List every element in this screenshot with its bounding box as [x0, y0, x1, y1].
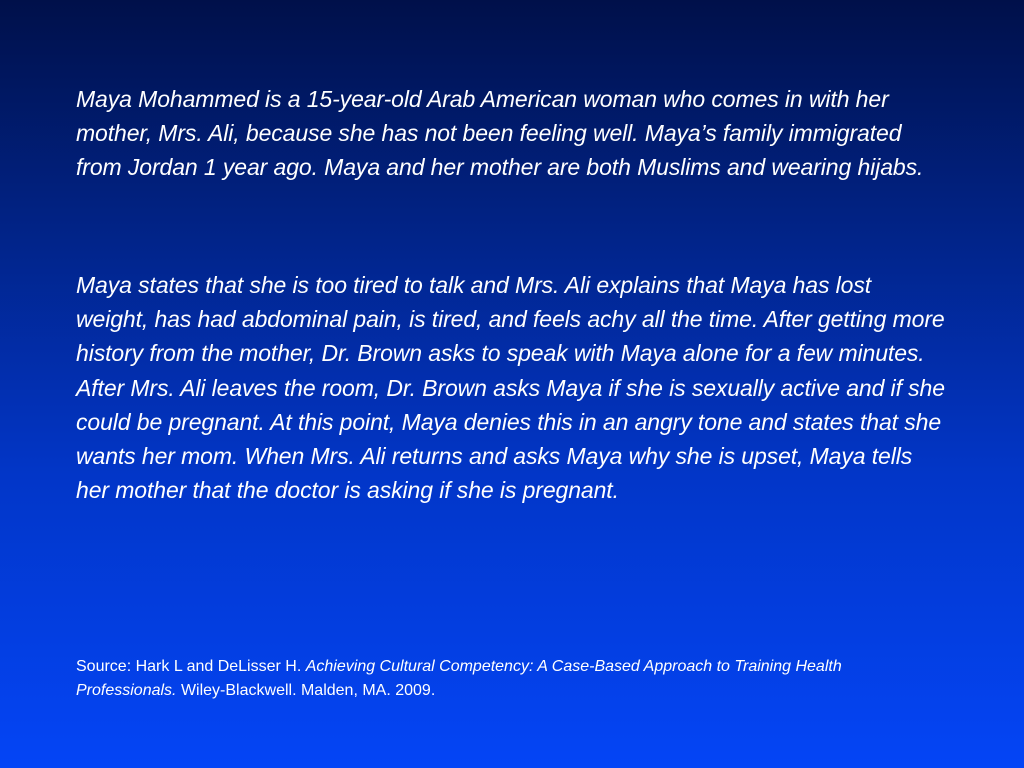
case-paragraph-1: Maya Mohammed is a 15-year-old Arab American woman who comes in with her mother, Mrs. Ali, because she has not been feeling well. Maya’s family immigrated from Jordan 1 year ago. Maya and her mother are both Muslims and wearing hijabs. [76, 86, 924, 181]
source-prefix: Source: Hark L and DeLisser H. [76, 658, 306, 675]
case-paragraph-2: Maya states that she is too tired to talk and Mrs. Ali explains that Maya has lost weight, has had abdominal pain, is tired, and feels achy all the time. After getting more history from the mother, Dr. Brown asks to speak with Maya alone for a few minutes. After Mrs. Ali leaves the room, Dr. Brown asks Maya if she is sexually active and if she could be pregnant. At this point, Maya denies this in an angry tone and states that she wants her mom. When Mrs. Ali returns and asks Maya why she is upset, Maya tells her mother that the doctor is asking if she is pregnant. [76, 272, 945, 504]
source-publisher: Wiley-Blackwell. Malden, MA. 2009. [176, 682, 436, 699]
source-citation [76, 655, 946, 703]
source-book-title: Achieving Cultural Competency: A Case-Based Approach to Training Health Professionals. [76, 658, 842, 699]
